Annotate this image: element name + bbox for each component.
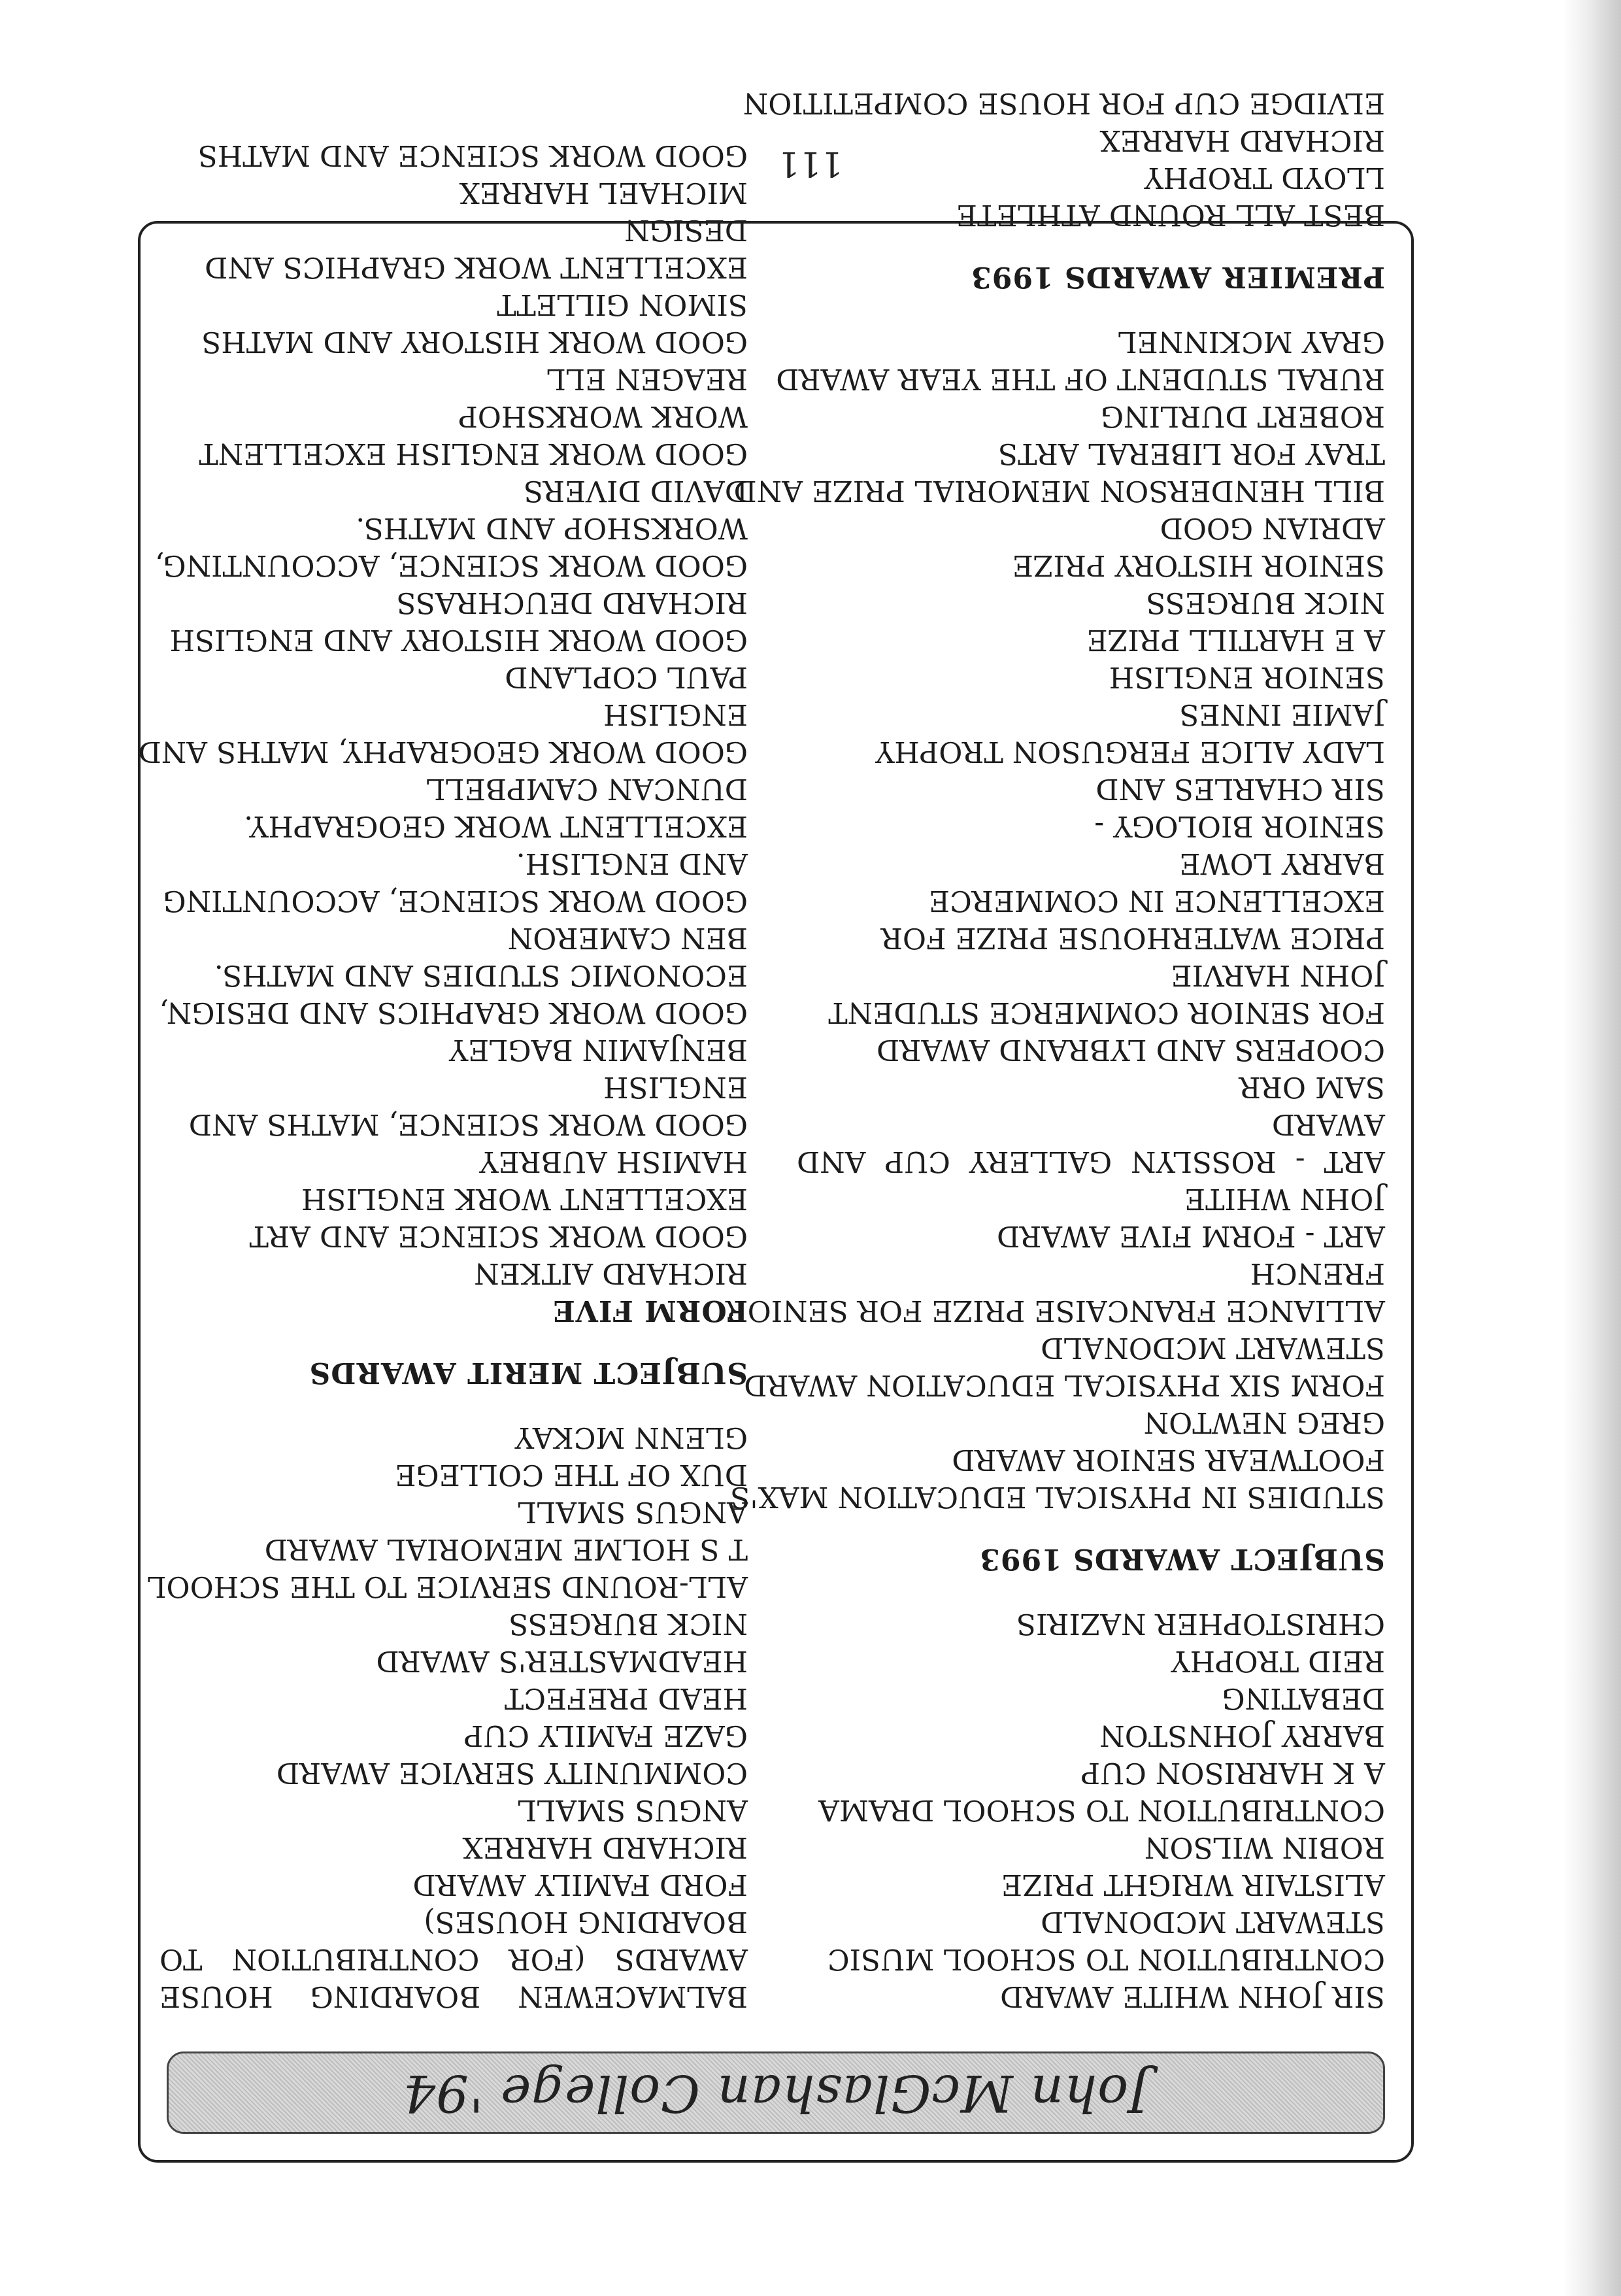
list-item: SIR CHARLES AND (1095, 772, 1385, 805)
subject-awards-list (726, 323, 1385, 1515)
list-item: RICHARD AITKEN (474, 1257, 748, 1290)
list-item: A K HARRISON CUP (1080, 1756, 1385, 1789)
list-item: DUNCAN CAMPBELL (426, 772, 748, 805)
list-item: BEN CAMERON (507, 921, 748, 954)
list-item: PAUL COPLAND (505, 660, 748, 694)
list-item: NICK BURGESS (1146, 586, 1385, 619)
list-item: SENIOR BIOLOGY - (1094, 809, 1385, 843)
list-item: REID TROPHY (1171, 1644, 1385, 1678)
list-item: COMMUNITY SERVICE AWARD (276, 1756, 748, 1789)
list-item: GOOD WORK SCIENCE, ACCOUNTING (163, 884, 748, 917)
subject-merit-list (138, 137, 748, 1292)
list-item: EXCELLENT WORK GRAPHICS AND (205, 250, 748, 284)
list-item: ROBERT DURLING (1100, 399, 1385, 433)
list-item: RICHARD HARREX (462, 1831, 748, 1864)
list-item: DESIGN (624, 213, 748, 246)
list-item: SENIOR HISTORY PRIZE (1012, 549, 1385, 582)
list-item: RURAL STUDENT OF THE YEAR AWARD (776, 362, 1385, 396)
list-item: EXCELLENT WORK GEOGRAPHY. (244, 809, 748, 843)
list-item: A E HARTILL PRIZE (1086, 623, 1385, 656)
list-item: JOHN HARVIE (1171, 958, 1385, 992)
list-item: BARRY JOHNSTON (1099, 1719, 1385, 1752)
list-item: DUX OF THE COLLEGE (395, 1458, 748, 1491)
list-item: STUDIES IN PHYSICAL EDUCATION MAX'S (730, 1480, 1385, 1513)
list-item: STEWART MCDONALD (1041, 1331, 1385, 1364)
list-item: BEST ALL ROUND ATHLETE (956, 198, 1385, 231)
list-item: EXCELLENT WORK ENGLISH (301, 1182, 748, 1215)
list-item: ENGLISH (603, 698, 748, 731)
list-item: ALISTAIR WRIGHT PRIZE (1001, 1868, 1385, 1901)
list-item: JOHN WHITE (1184, 1182, 1385, 1215)
list-item: GRAY MCKINNEL (1118, 325, 1385, 358)
list-item: HAMISH AUBREY (479, 1145, 748, 1178)
list-item: HEADMASTER'S AWARD (376, 1644, 748, 1678)
list-item: ADRIAN GOOD (1160, 511, 1385, 545)
list-item: FOR SENIOR COMMERCE STUDENT (828, 996, 1385, 1029)
list-item: ALL-ROUND SERVICE TO THE SCHOOL (147, 1570, 748, 1603)
list-item: T S HOLME MEMORIAL AWARD (264, 1532, 748, 1566)
list-item: HEAD PREFECT (504, 1681, 748, 1715)
list-item: GOOD WORK SCIENCE AND MATHS (197, 139, 748, 172)
right-awards-list (147, 1419, 748, 2015)
list-item: SIMON GILLETT (497, 288, 748, 321)
list-item: TRAY FOR LIBERAL ARTS (997, 437, 1385, 470)
list-item: ECONOMIC STUDIES AND MATHS. (214, 958, 748, 992)
list-item: GOOD WORK HISTORY AND ENGLISH (169, 623, 748, 656)
list-item: CONTRIBUTION TO SCHOOL MUSIC (827, 1942, 1385, 1976)
list-item: FOOTWEAR SENIOR AWARD (952, 1443, 1385, 1476)
list-item: ANGUS SMALL (517, 1793, 748, 1827)
list-item: GOOD WORK SCIENCE, ACCOUNTING, (155, 549, 748, 582)
list-item: GOOD WORK HISTORY AND MATHS (201, 325, 748, 358)
list-item: ENGLISH (603, 1070, 748, 1104)
list-item: ART - FORM FIVE AWARD (996, 1219, 1385, 1253)
list-item: BILL HENDERSON MEMORIAL PRIZE AND (733, 474, 1385, 507)
list-item: SENIOR ENGLISH (1109, 660, 1385, 694)
list-item: DEBATING (1222, 1681, 1385, 1715)
list-item: EXCELLENCE IN COMMERCE (928, 884, 1385, 917)
list-item: ANGUS SMALL (517, 1495, 748, 1528)
list-item: JAMIE INNES (1179, 698, 1385, 731)
form-five-heading: FORM FIVE (552, 1294, 748, 1327)
college-banner (167, 2051, 1385, 2134)
list-item: RICHARD HARREX (1099, 124, 1385, 157)
list-item: AND ENGLISH. (516, 847, 748, 880)
list-item: BOARDING HOUSES) (424, 1905, 748, 1938)
list-item: GOOD WORK GRAPHICS AND DESIGN, (159, 996, 748, 1029)
list-item: SIR JOHN WHITE AWARD (1000, 1980, 1385, 2013)
list-item: BALMACEWEN BOARDING HOUSE (159, 1980, 748, 2013)
list-item: GOOD WORK SCIENCE AND ART (249, 1219, 748, 1253)
list-item: LADY ALICE FERGUSON TROPHY (875, 735, 1385, 768)
list-item: ELVIDGE CUP FOR HOUSE COMPETITION (743, 86, 1385, 120)
list-item: CHRISTOPHER NAZIRIS (1016, 1607, 1385, 1640)
list-item: PRICE WATERHOUSE PRIZE FOR (880, 921, 1385, 954)
right-column (138, 137, 748, 2015)
list-item: SAM ORR (1239, 1070, 1385, 1104)
list-item: ROBIN WILSON (1145, 1831, 1385, 1864)
list-item: AWARD (1271, 1107, 1385, 1141)
list-item: FORM SIX PHYSICAL EDUCATION AWARD (744, 1368, 1385, 1402)
left-awards-list (797, 1605, 1385, 2015)
list-item: MICHAEL HARREX (459, 176, 748, 209)
list-item: GREG NEWTON (1143, 1406, 1385, 1439)
list-item: GOOD WORK SCIENCE, MATHS AND (188, 1107, 748, 1141)
list-item: WORKSHOP AND MATHS. (356, 511, 748, 545)
list-item: BARRY LOWE (1179, 847, 1385, 880)
list-item: WORK WORKSHOP (458, 399, 748, 433)
list-item: REAGEN ELL (546, 362, 748, 396)
list-item: LLOYD TROPHY (1144, 161, 1385, 194)
list-item: NICK BURGESS (509, 1607, 748, 1640)
list-item: GOOD WORK GEOGRAPHY, MATHS AND (138, 735, 748, 768)
list-item: AWARDS (FOR CONTRIBUTION TO (159, 1942, 748, 1976)
list-item: FRENCH (1250, 1257, 1385, 1290)
subject-awards-heading: SUBJECT AWARDS 1993 (979, 1542, 1385, 1576)
list-item: CONTRIBUTION TO SCHOOL DRAMA (818, 1793, 1385, 1827)
list-item: GAZE FAMILY CUP (463, 1719, 748, 1752)
subject-merit-heading: SUBJECT MERIT AWARDS (309, 1356, 748, 1389)
list-item: GLENN MCKAY (514, 1421, 748, 1454)
list-item: DAVID DIVERS (523, 474, 748, 507)
list-item: RICHARD DEUCHRASS (396, 586, 748, 619)
list-item: ALLIANCE FRANCAISE PRIZE FOR SENIOR (726, 1294, 1385, 1327)
premier-awards-heading: PREMIER AWARDS 1993 (971, 260, 1385, 294)
list-item: GOOD WORK ENGLISH EXCELLENT (199, 437, 748, 470)
list-item: BENJAMIN BAGLEY (449, 1033, 748, 1066)
list-item: FORD FAMILY AWARD (412, 1868, 748, 1901)
list-item: ART - ROSSLYN GALLERY CUP AND (797, 1145, 1385, 1178)
list-item: COOPERS AND LYBRAND AWARD (877, 1033, 1385, 1066)
banner-title: John McGlashan College '94 (402, 2063, 1150, 2122)
list-item: STEWART MCDONALD (1041, 1905, 1385, 1938)
page-number: 111 (778, 144, 843, 183)
left-column (726, 84, 1385, 2015)
